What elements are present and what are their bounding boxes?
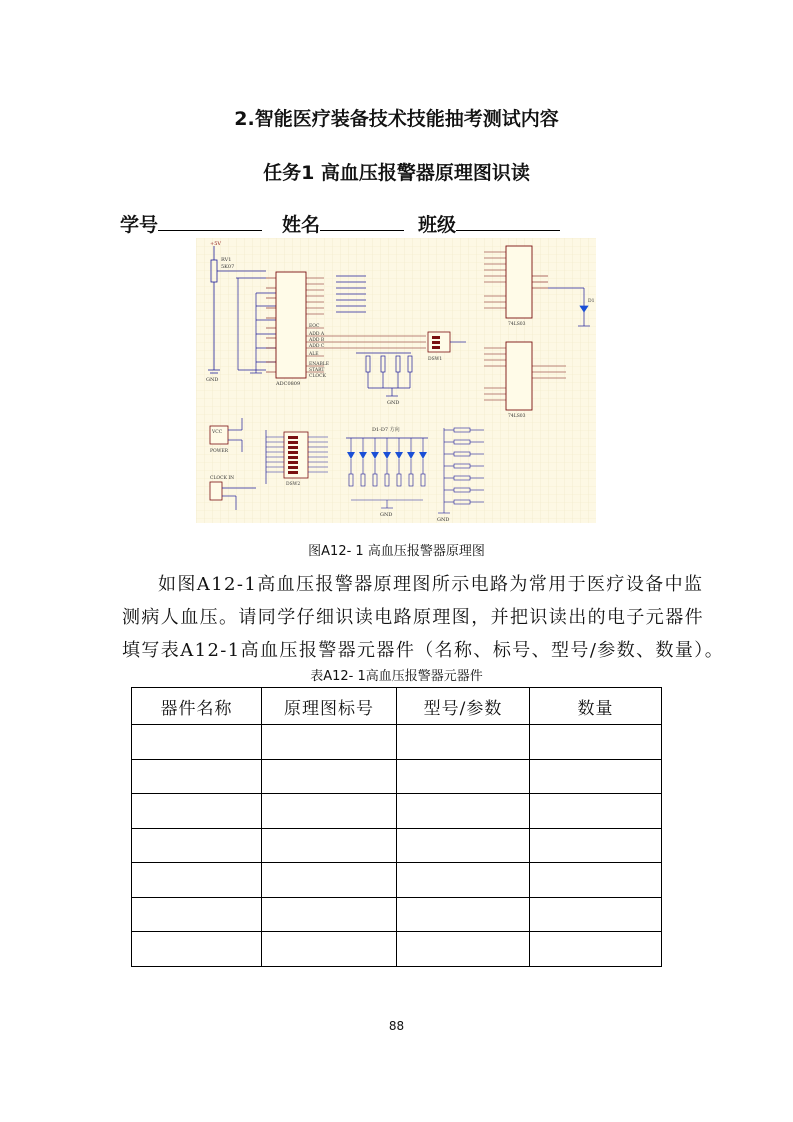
label-rv1-value: 5K07 xyxy=(221,264,235,270)
name-blank[interactable] xyxy=(320,212,404,231)
label-dsw2: DSW2 xyxy=(286,482,301,487)
label-gnd-middle: GND xyxy=(387,400,400,406)
header-quantity: 数量 xyxy=(530,688,662,725)
table-cell[interactable] xyxy=(262,932,397,967)
student-id-blank[interactable] xyxy=(158,212,262,231)
label-led-group: D1-D7 方向 xyxy=(372,427,400,433)
class-blank[interactable] xyxy=(456,212,560,231)
page-number: 88 xyxy=(388,1019,405,1033)
table-cell[interactable] xyxy=(530,794,662,829)
table-cell[interactable] xyxy=(397,759,530,794)
paragraph-line-1: 如图A12-1高血压报警器原理图所示电路为常用于医疗设备中监 xyxy=(158,574,704,595)
task-title: 任务1 高血压报警器原理图识读 xyxy=(263,162,530,184)
label-rv1: RV1 xyxy=(221,257,232,263)
table-cell[interactable] xyxy=(262,725,397,760)
table-cell[interactable] xyxy=(262,794,397,829)
label-addb: ADD B xyxy=(309,338,325,343)
paragraph-line-2: 测病人血压。请同学仔细识读电路原理图，并把识读出的电子元器件 xyxy=(122,607,704,628)
label-power: POWER xyxy=(210,449,229,454)
header-schematic-label: 原理图标号 xyxy=(262,688,397,725)
label-u3: 74LS03 xyxy=(508,414,526,419)
table-cell[interactable] xyxy=(132,897,262,932)
label-dsw1: DSW1 xyxy=(428,357,443,362)
table-cell[interactable] xyxy=(132,794,262,829)
class-field xyxy=(418,210,560,237)
table-cell[interactable] xyxy=(262,897,397,932)
class-label: 班级 xyxy=(418,214,457,236)
label-gnd-left: GND xyxy=(206,377,219,383)
table-cell[interactable] xyxy=(530,897,662,932)
table-caption: 表A12- 1高血压报警器元器件 xyxy=(310,669,483,684)
student-id-field xyxy=(120,210,262,237)
name-label: 姓名 xyxy=(282,214,321,236)
label-eoc: EOC xyxy=(309,324,320,329)
table-row xyxy=(132,794,662,829)
header-component-name: 器件名称 xyxy=(132,688,262,725)
label-addc: ADD C xyxy=(309,344,325,349)
table-cell[interactable] xyxy=(397,725,530,760)
label-vcc: VCC xyxy=(212,430,223,435)
label-adc0809: ADC0809 xyxy=(276,381,301,387)
label-clock: CLOCK xyxy=(309,374,326,379)
name-field xyxy=(282,210,404,237)
schematic-diagram xyxy=(196,238,596,523)
table-row xyxy=(132,828,662,863)
label-clock-in: CLOCK IN xyxy=(210,476,235,481)
table-cell[interactable] xyxy=(397,897,530,932)
table-row xyxy=(132,897,662,932)
label-adda: ADD A xyxy=(309,332,325,337)
table-cell[interactable] xyxy=(262,759,397,794)
table-cell[interactable] xyxy=(530,828,662,863)
table-header-row xyxy=(132,688,662,725)
table-cell[interactable] xyxy=(397,828,530,863)
paragraph-line-3: 填写表A12-1高血压报警器元器件（名称、标号、型号/参数、数量）。 xyxy=(122,640,725,661)
student-id-label: 学号 xyxy=(120,214,159,236)
components-table xyxy=(131,687,662,967)
table-cell[interactable] xyxy=(262,828,397,863)
table-cell[interactable] xyxy=(132,863,262,898)
table-row xyxy=(132,725,662,760)
table-cell[interactable] xyxy=(132,828,262,863)
label-gnd-led: GND xyxy=(380,512,393,518)
table-cell[interactable] xyxy=(530,759,662,794)
header-model-param: 型号/参数 xyxy=(397,688,530,725)
table-cell[interactable] xyxy=(397,932,530,967)
label-u2: 74LS03 xyxy=(508,322,526,327)
table-cell[interactable] xyxy=(132,932,262,967)
label-start: START xyxy=(309,368,325,373)
table-row xyxy=(132,932,662,967)
table-cell[interactable] xyxy=(397,794,530,829)
label-gnd-right: GND xyxy=(437,517,450,523)
table-row xyxy=(132,759,662,794)
table-cell[interactable] xyxy=(530,932,662,967)
table-cell[interactable] xyxy=(530,863,662,898)
table-row xyxy=(132,863,662,898)
section-title: 2.智能医疗装备技术技能抽考测试内容 xyxy=(234,108,559,130)
table-cell[interactable] xyxy=(132,759,262,794)
label-enable: ENABLE xyxy=(309,362,330,367)
student-info-line xyxy=(120,210,560,237)
table-cell[interactable] xyxy=(262,863,397,898)
table-cell[interactable] xyxy=(530,725,662,760)
table-cell[interactable] xyxy=(132,725,262,760)
label-plus5v-top: +5V xyxy=(210,241,221,247)
label-ale: ALE xyxy=(309,352,319,357)
table-cell[interactable] xyxy=(397,863,530,898)
figure-caption: 图A12- 1 高血压报警器原理图 xyxy=(308,544,485,559)
label-d1: D1 xyxy=(588,299,595,304)
